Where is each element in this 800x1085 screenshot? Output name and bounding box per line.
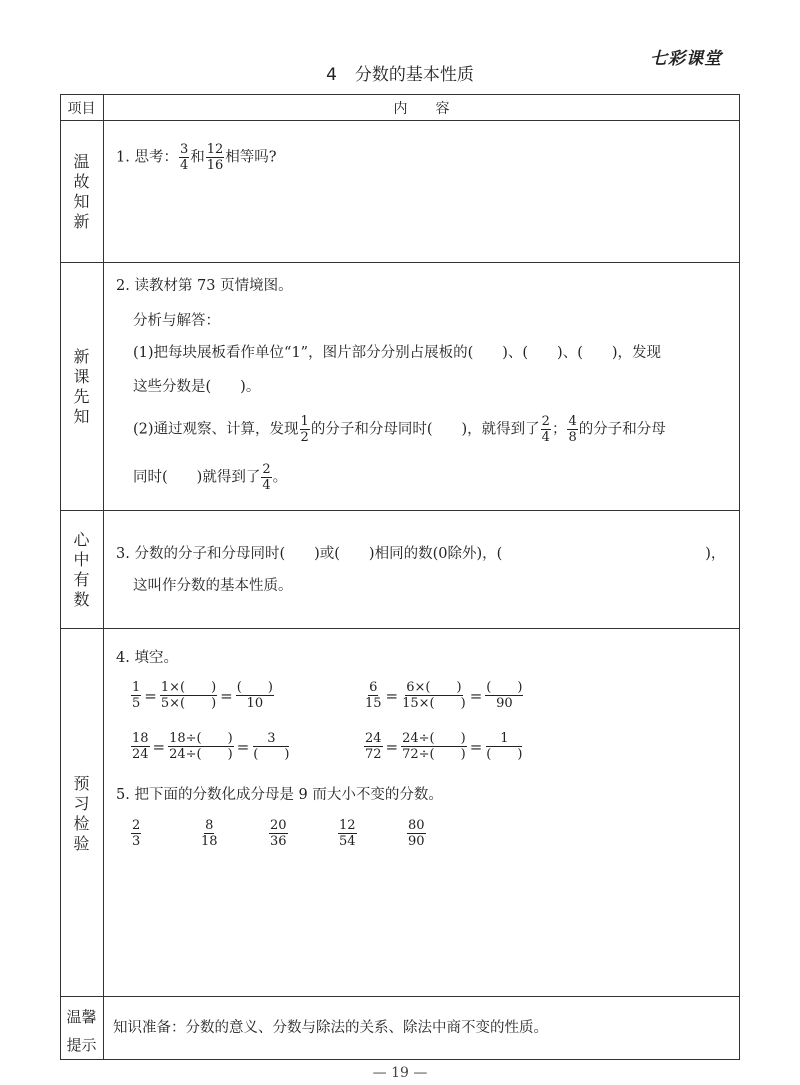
col-header-item: 项目 [67,101,96,117]
question-3: 3. 分数的分子和分母同时( )或( )相同的数(0除外)，( )， [116,546,726,562]
question-2-analysis: 分析与解答： [133,313,220,329]
row-divider [60,996,740,997]
equation-d: $\frac{24}{72}$ = $\frac{24\div( )}{72\div( )}$ = $\frac{1}{( )}$ [365,731,523,762]
col-header-content: 内 容 [393,101,450,117]
question-4: 4. 填空。 [116,650,178,666]
row-divider [60,510,740,511]
question-2-part1: (1)把每块展板看作单位“1”，图片部分分别占展板的( )、( )、( )，发现 [133,345,662,361]
row-divider [60,262,740,263]
section-label-summary: 心 中 有 数 [73,530,90,609]
lesson-number: 4 [326,65,337,85]
q5-fraction: $\frac{8}{18}$ [201,818,218,849]
row-divider [60,628,740,629]
section-label-review: 温 故 知 新 [73,152,90,231]
section-label-preview: 新 课 先 知 [73,347,90,426]
lesson-title: 分数的基本性质 [354,65,474,85]
equation-a: $\frac{1}{5}$ = $\frac{1\times( )}{5\times( )}$ = $\frac{( )}{10}$ [132,680,273,711]
q5-fraction: $\frac{2}{3}$ [132,818,141,849]
q5-fraction: $\frac{12}{54}$ [339,818,356,849]
equation-c: $\frac{18}{24}$ = $\frac{18\div( )}{24\div( )}$ = $\frac{3}{( )}$ [132,731,290,762]
header-divider [60,120,740,121]
question-2-part1-cont: 这些分数是( )。 [133,379,261,395]
brand-logo: 七彩课堂 [650,49,722,69]
column-divider [103,94,104,1060]
tip-text: 知识准备：分数的意义、分数与除法的关系、除法中商不变的性质。 [113,1020,548,1036]
q5-fraction: $\frac{80}{90}$ [408,818,425,849]
question-5: 5. 把下面的分数化成分母是 9 而大小不变的分数。 [116,787,443,803]
section-label-check: 预 习 检 验 [73,774,90,853]
question-3-cont: 这叫作分数的基本性质。 [133,578,293,594]
equation-b: $\frac{6}{15}$ = $\frac{6\times( )}{15\times( )}$ = $\frac{( )}{90}$ [365,680,523,711]
section-label-tip: 温馨 提示 [66,1008,97,1054]
fraction: $\frac{3}{4}$ [179,142,189,173]
q5-fraction: $\frac{20}{36}$ [270,818,287,849]
question-1: 1. 思考： $\frac{3}{4}$ 和 $\frac{12}{16}$ 相等吗? [116,142,277,173]
question-2-part2: (2)通过观察、计算，发现 $\frac{1}{2}$ 的分子和分母同时( )，就得到了 $\frac{2}{4}$ ； $\frac{4}{8}$ 的分子和分母 [133,414,666,445]
question-2-part2-cont: 同时( )就得到了 $\frac{2}{4}$ 。 [133,462,288,493]
page-number: — 19 — [372,1065,428,1081]
question-2: 2. 读教材第 73 页情境图。 [116,278,293,294]
